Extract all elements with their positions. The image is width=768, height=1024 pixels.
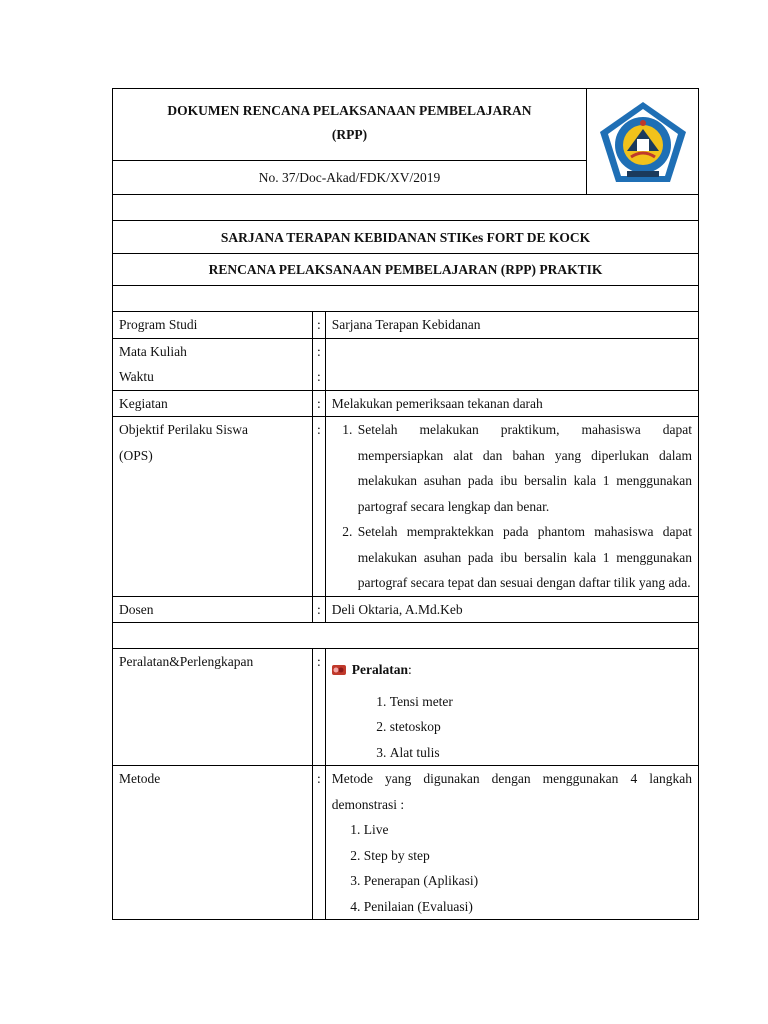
kegiatan-label: Kegiatan — [113, 390, 313, 417]
colon: : — [317, 343, 321, 359]
row-kegiatan — [113, 390, 699, 417]
list-item: 2. Setelah mempraktekkan pada phantom mahasiswa dapat melakukan asuhan pada ibu bersalin kala 1 menggunakan partograf secara tepat dan sesuai dengan daftar tilik yang ada. — [356, 519, 692, 596]
row-dosen — [113, 596, 699, 623]
row-ops — [113, 417, 699, 597]
ops-label-line2: (OPS) — [119, 447, 153, 463]
row-mata-kuliah-waktu — [113, 338, 699, 390]
blank-row — [113, 623, 699, 649]
metode-intro: Metode yang digunakan dengan menggunakan 4 langkah demonstrasi : — [331, 771, 692, 812]
list-item: 2. Step by step — [364, 843, 692, 869]
waktu-label: Waktu — [119, 369, 154, 384]
colon: : — [313, 390, 326, 417]
document-title-line1: DOKUMEN RENCANA PELAKSANAAN PEMBELAJARAN — [167, 103, 532, 118]
peralatan-label: Peralatan&Perlengkapan — [113, 649, 313, 766]
dosen-label: Dosen — [113, 596, 313, 623]
blank-row — [113, 286, 699, 312]
metode-list — [332, 817, 692, 919]
stikes-logo-icon — [597, 99, 689, 185]
institution-logo — [587, 89, 698, 195]
list-item: 4. Penilaian (Evaluasi) — [364, 894, 692, 920]
list-item: 3. Penerapan (Aplikasi) — [364, 868, 692, 894]
rpp-title: RENCANA PELAKSANAAN PEMBELAJARAN (RPP) PRAKTIK — [208, 262, 603, 277]
peralatan-heading-suffix: : — [408, 662, 412, 677]
list-item: 1. Live — [364, 817, 692, 843]
peralatan-heading — [332, 657, 692, 683]
document-number: No. 37/Doc-Akad/FDK/XV/2019 — [113, 161, 587, 195]
colon: : — [313, 766, 326, 920]
list-item: 1. Setelah melakukan praktikum, mahasiswa dapat mempersiapkan alat dan bahan yang diperlukan dalam melakukan asuhan pada ibu bersalin kala 1 menggunakan partograf secara lengkap dan benar. — [356, 417, 692, 519]
program-studi-value: Sarjana Terapan Kebidanan — [325, 312, 698, 339]
document-header — [112, 88, 699, 286]
document-title-line2: (RPP) — [331, 127, 368, 142]
mata-kuliah-label: Mata Kuliah — [119, 343, 187, 359]
colon: : — [313, 417, 326, 597]
list-item: 3. Alat tulis — [390, 740, 692, 766]
list-item: 1. Tensi meter — [390, 689, 692, 715]
colon: : — [313, 649, 326, 766]
bullet-flower-icon — [332, 664, 346, 676]
metode-label: Metode — [113, 766, 313, 920]
list-item: 2. stetoskop — [390, 714, 692, 740]
header-blank-row — [113, 195, 698, 221]
dosen-value: Deli Oktaria, A.Md.Keb — [325, 596, 698, 623]
kegiatan-value: Melakukan pemeriksaan tekanan darah — [325, 390, 698, 417]
document-title — [113, 89, 587, 161]
ops-list — [332, 417, 692, 596]
colon: : — [313, 312, 326, 339]
institution-name: SARJANA TERAPAN KEBIDANAN STIKes FORT DE KOCK — [113, 221, 698, 254]
colon: : — [313, 596, 326, 623]
ops-label-line1: Objektif Perilaku Siswa — [119, 422, 248, 437]
row-program-studi — [113, 312, 699, 339]
row-peralatan — [113, 649, 699, 766]
program-studi-label: Program Studi — [113, 312, 313, 339]
peralatan-heading-text: Peralatan — [351, 662, 409, 677]
row-metode — [113, 766, 699, 920]
peralatan-list — [332, 689, 692, 766]
rpp-table — [112, 285, 699, 920]
colon: : — [317, 369, 321, 384]
